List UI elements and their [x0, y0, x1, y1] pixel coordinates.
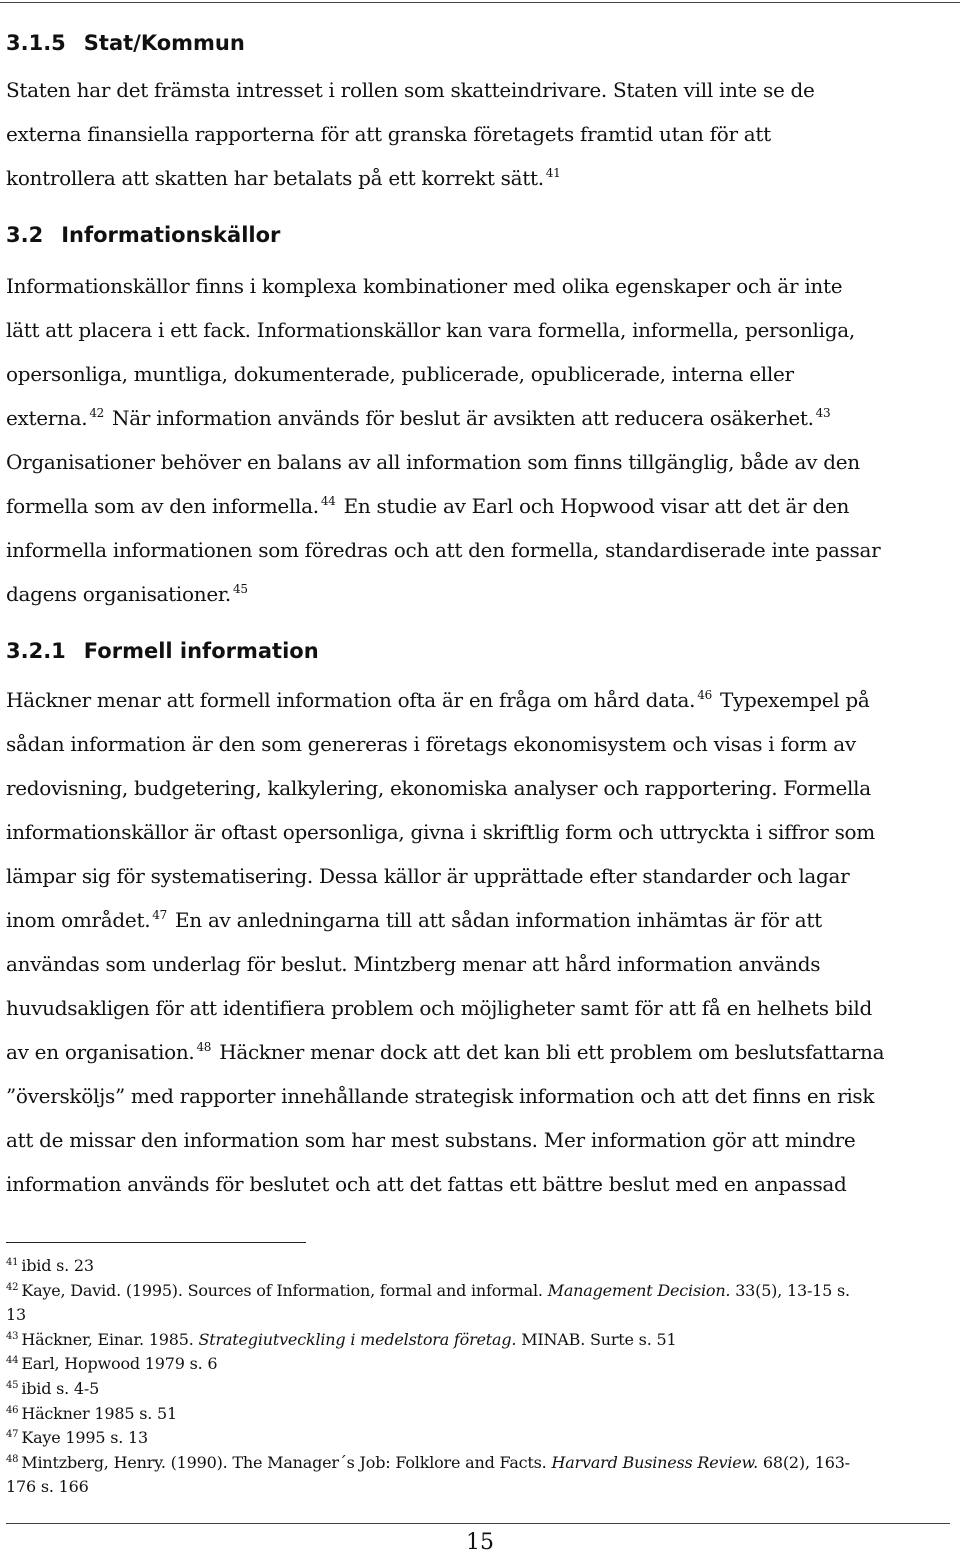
- footnote-ref-41: 41: [545, 166, 561, 180]
- text-line: Staten har det främsta intresset i rollen som skatteindrivare. Staten vill inte se de: [6, 78, 815, 102]
- section-number: 3.2.1: [6, 639, 66, 663]
- text-line: Häckner menar att formell information ofta är en fråga om hård data.: [6, 688, 696, 712]
- footnote-number: 43: [6, 1330, 19, 1342]
- section-number: 3.2: [6, 223, 44, 247]
- section-title: Informationskällor: [61, 223, 281, 247]
- footnote-number: 45: [6, 1379, 19, 1391]
- footnote-44: [6, 1352, 951, 1377]
- paragraph-informationskallor: [6, 264, 950, 616]
- footnote-text: 176 s. 166: [6, 1477, 89, 1497]
- footnotes: [6, 1254, 951, 1500]
- footnote-ref-46: 46: [697, 688, 712, 702]
- section-number: 3.1.5: [6, 31, 66, 55]
- footnote-text: Kaye, David. (1995). Sources of Information, formal and informal.: [21, 1280, 548, 1300]
- text-line: information används för beslutet och att det fattas ett bättre beslut med en anpassad: [6, 1172, 847, 1196]
- text-line: av en organisation.: [6, 1040, 195, 1064]
- text-line: En av anledningarna till att sådan information inhämtas är för att: [175, 908, 822, 932]
- text-line: lätt att placera i ett fack. Informationskällor kan vara formella, informella, personliga,: [6, 318, 855, 342]
- footnote-text: Häckner, Einar. 1985.: [21, 1329, 199, 1349]
- section-title: Stat/Kommun: [83, 31, 245, 55]
- text-line: kontrollera att skatten har betalats på ett korrekt sätt.: [6, 166, 544, 190]
- text-line: huvudsakligen för att identifiera problem och möjligheter samt för att få en helhets bild: [6, 996, 873, 1020]
- text-line: opersonliga, muntliga, dokumenterade, publicerade, opublicerade, interna eller: [6, 362, 794, 386]
- footnote-text: Earl, Hopwood 1979 s. 6: [21, 1354, 218, 1374]
- footnote-ref-44: 44: [320, 494, 336, 508]
- text-line: lämpar sig för systematisering. Dessa källor är upprättade efter standarder och lagar: [6, 864, 850, 888]
- footnote-number: 46: [6, 1404, 19, 1416]
- footnote-ref-48: 48: [196, 1040, 212, 1054]
- footnote-46: [6, 1402, 951, 1427]
- text-line: dagens organisationer.: [6, 582, 231, 606]
- heading-3-2: [6, 200, 950, 264]
- footnote-text: MINAB. Surte s. 51: [516, 1329, 677, 1349]
- footnote-text: 13: [6, 1305, 26, 1325]
- text-line: sådan information är den som genereras i företags ekonomisystem och visas i form av: [6, 732, 856, 756]
- footnote-ref-43: 43: [815, 406, 831, 420]
- footnote-text: ibid s. 23: [21, 1256, 94, 1275]
- footnote-separator: [6, 1242, 306, 1243]
- paragraph-formell-information: [6, 678, 950, 1206]
- text-line: redovisning, budgetering, kalkylering, ekonomiska analyser och rapportering. Formella: [6, 776, 871, 800]
- text-line: att de missar den information som har mest substans. Mer information gör att mindre: [6, 1128, 856, 1152]
- text-line: användas som underlag för beslut. Mintzberg menar att hård information används: [6, 952, 821, 976]
- text-line: informella informationen som föredras och att den formella, standardiserade inte passar: [6, 538, 881, 562]
- text-line: Organisationer behöver en balans av all information som finns tillgänglig, både av den: [6, 450, 860, 474]
- text-line: En studie av Earl och Hopwood visar att det är den: [343, 494, 850, 518]
- footnote-ref-42: 42: [89, 406, 104, 420]
- heading-3-1-5: [6, 18, 950, 68]
- page-number: 15: [466, 1530, 494, 1555]
- footnote-text: 33(5), 13-15 s.: [730, 1280, 850, 1300]
- footnote-ref-45: 45: [232, 582, 248, 596]
- text-line: Informationskällor finns i komplexa kombinationer med olika egenskaper och är inte: [6, 274, 843, 298]
- top-rule: [0, 2, 960, 3]
- footnote-ref-47: 47: [152, 908, 167, 922]
- footnote-journal: Management Decision.: [547, 1280, 731, 1300]
- heading-3-2-1: [6, 616, 950, 678]
- footnote-number: 41: [6, 1257, 19, 1268]
- footnote-text: Häckner 1985 s. 51: [21, 1403, 177, 1423]
- footnote-number: 44: [6, 1355, 19, 1367]
- footnote-45: [6, 1377, 951, 1402]
- footnote-number: 47: [6, 1429, 19, 1441]
- footnote-41: [6, 1254, 951, 1279]
- footnote-text: Kaye 1995 s. 13: [21, 1428, 148, 1448]
- section-title: Formell information: [83, 639, 319, 663]
- text-line: formella som av den informella.: [6, 494, 319, 518]
- text-line: externa.: [6, 406, 88, 430]
- footnote-number: 42: [6, 1281, 19, 1293]
- footnote-42-continued: [6, 1303, 951, 1328]
- text-line: Typexempel på: [719, 688, 870, 712]
- paragraph-stat-kommun: [6, 68, 950, 200]
- footnote-text: 68(2), 163-: [758, 1452, 850, 1472]
- footnote-text: Mintzberg, Henry. (1990). The Manager´s Job: Folklore and Facts.: [21, 1452, 552, 1472]
- footnote-47: [6, 1426, 951, 1451]
- footnote-number: 48: [6, 1453, 19, 1465]
- text-line: inom området.: [6, 908, 151, 932]
- footnote-43: [6, 1328, 951, 1353]
- text-line: Häckner menar dock att det kan bli ett problem om beslutsfattarna: [219, 1040, 885, 1064]
- footnote-book-title: Strategiutveckling i medelstora företag.: [198, 1329, 517, 1349]
- text-line: ”översköljs” med rapporter innehållande strategisk information och att det finns en risk: [6, 1084, 875, 1108]
- text-line: informationskällor är oftast opersonliga, givna i skriftlig form och uttryckta i siffror som: [6, 820, 875, 844]
- page-content: [6, 18, 950, 1206]
- bottom-rule: [6, 1523, 950, 1524]
- footnote-text: ibid s. 4-5: [21, 1378, 100, 1398]
- footnote-journal: Harvard Business Review.: [551, 1452, 759, 1472]
- text-line: externa finansiella rapporterna för att granska företagets framtid utan för att: [6, 122, 771, 146]
- footnote-42: [6, 1279, 951, 1304]
- footnote-48: [6, 1451, 951, 1476]
- footnote-48-continued: [6, 1475, 951, 1500]
- text-line: När information används för beslut är avsikten att reducera osäkerhet.: [112, 406, 814, 430]
